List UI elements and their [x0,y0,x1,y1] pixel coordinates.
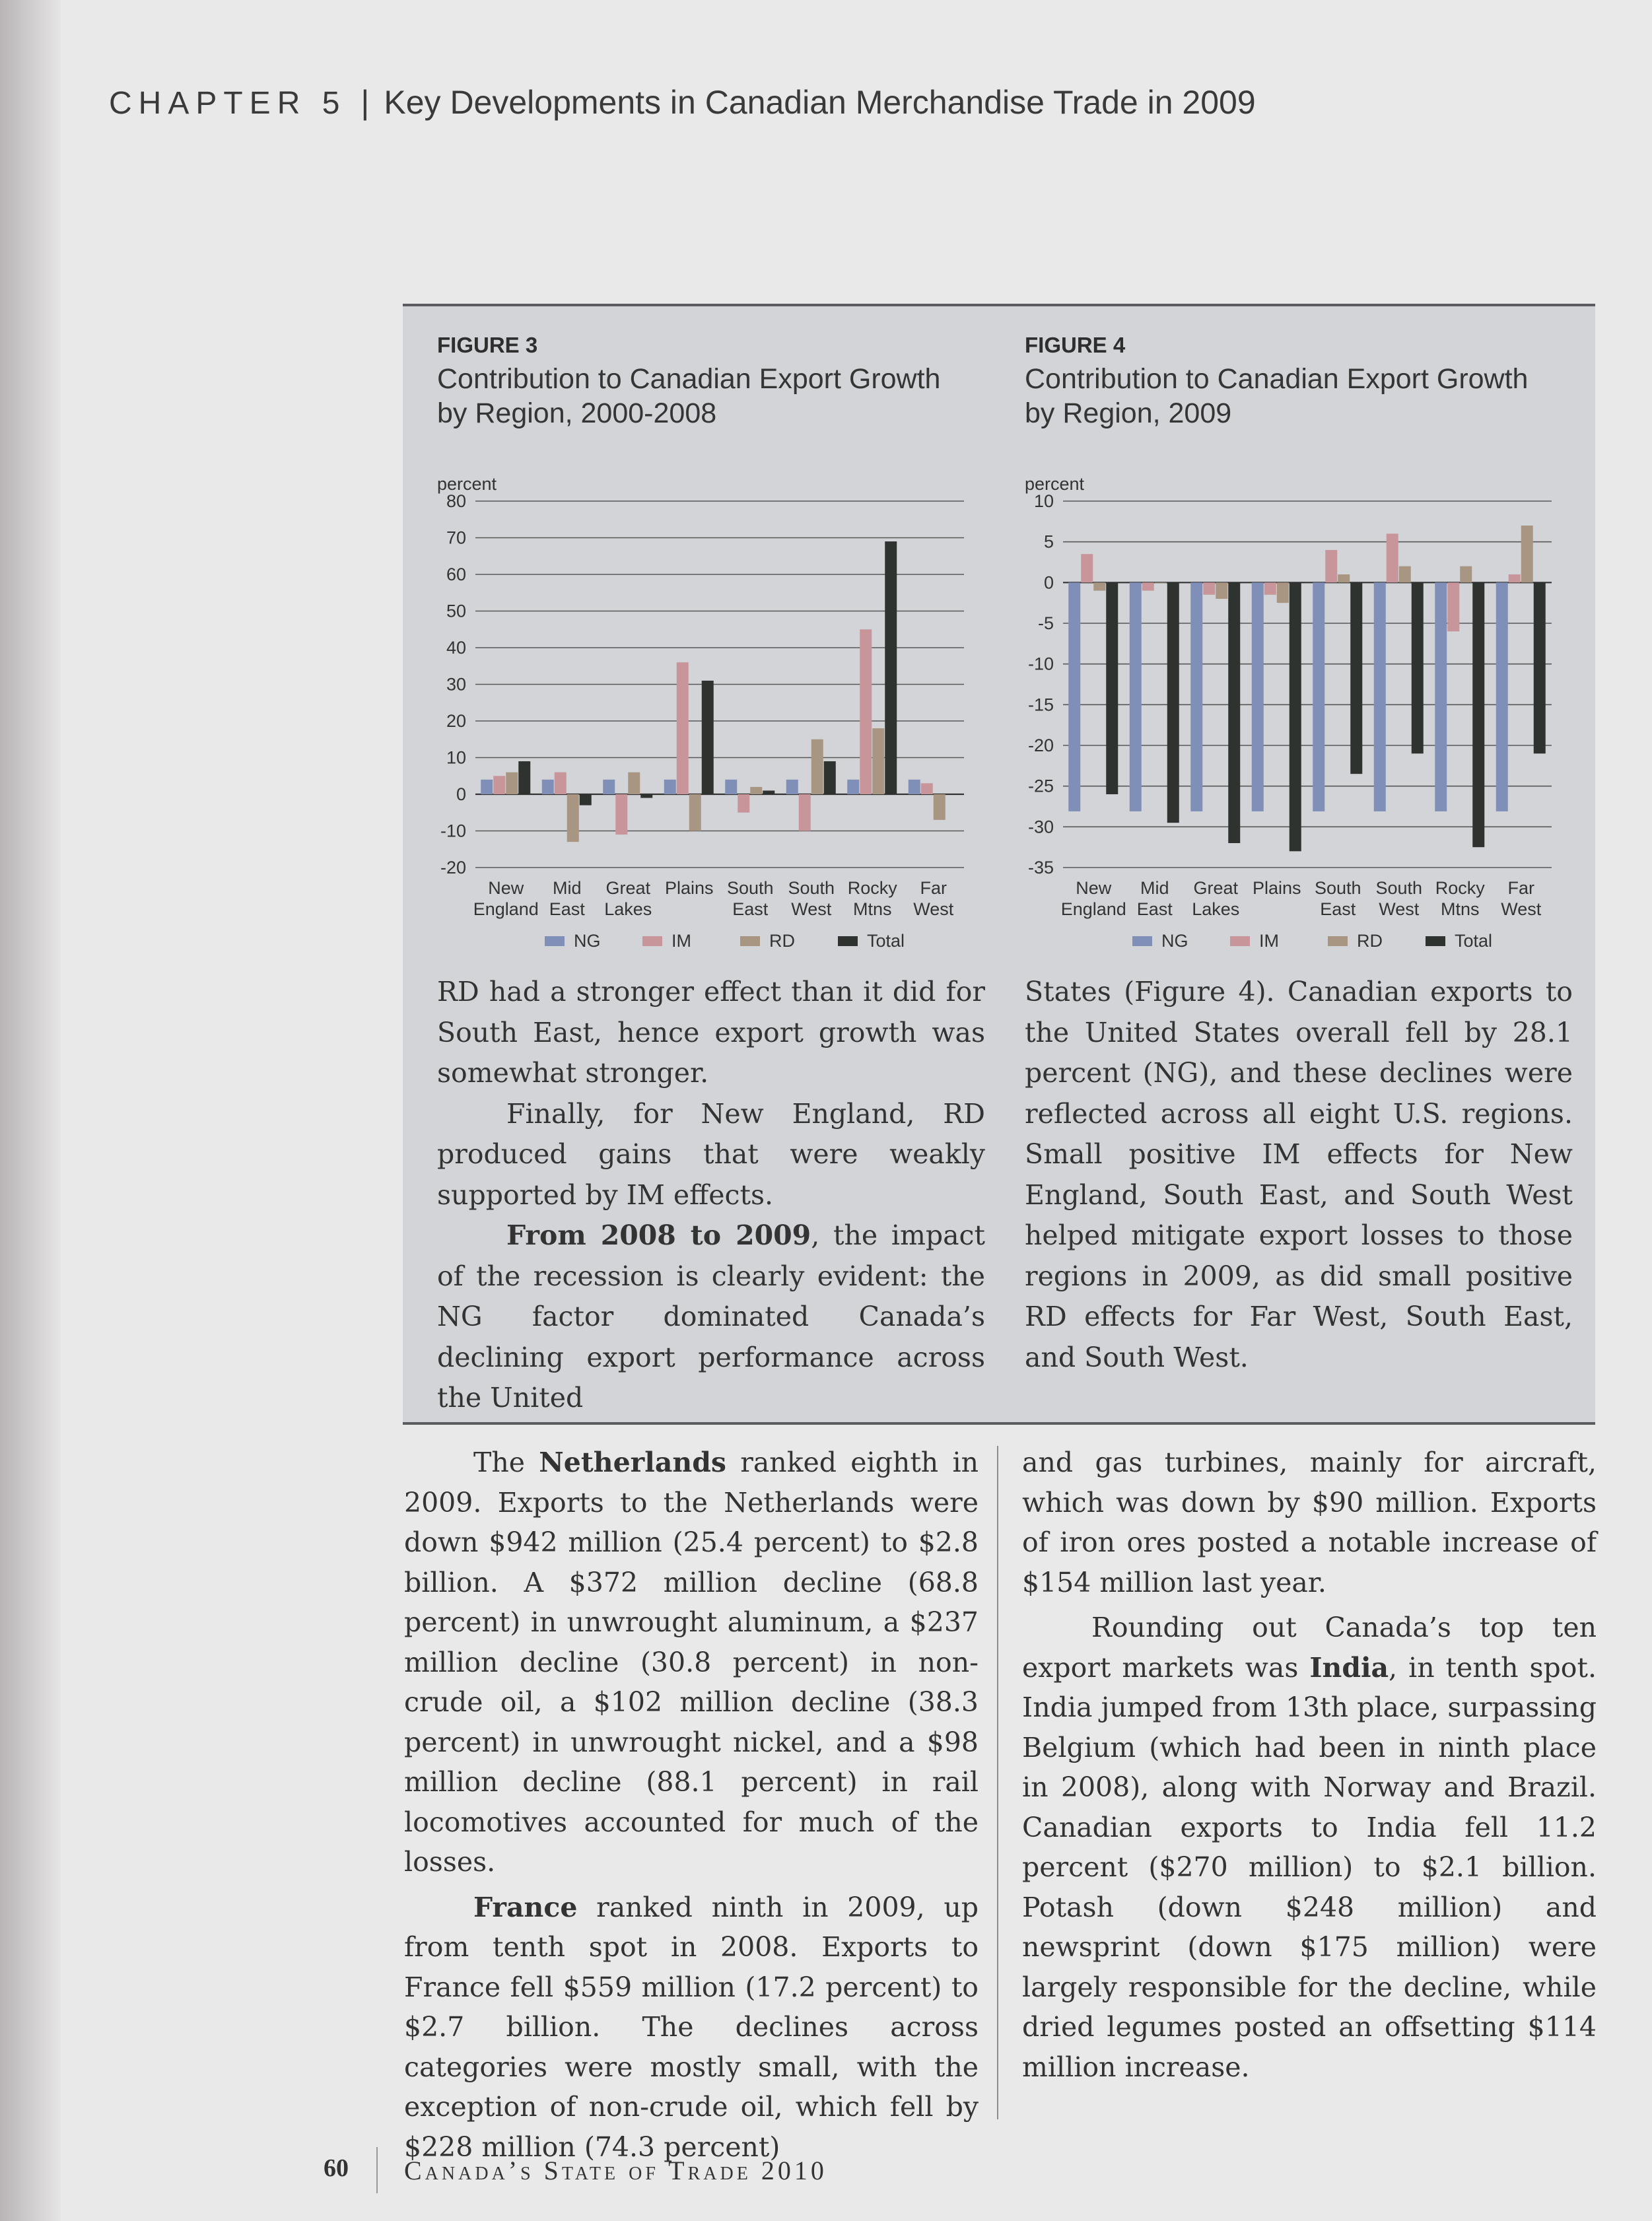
chapter-number: CHAPTER 5 [109,86,347,121]
y-tick-label: -5 [1037,613,1054,633]
bar-total [763,790,774,794]
bar-total [640,794,652,798]
figure-4 [1025,333,1566,430]
paragraph-text: and gas turbines, mainly for aircraft, which was down by $90 million. Exports of iron ores posted a notable increase of $154 million last year. [1022,1447,1597,1598]
bar-im [493,776,505,794]
y-tick-label: 80 [446,491,466,511]
bar-total [1106,582,1118,794]
footer-divider [376,2147,378,2193]
y-tick-label: -10 [440,821,466,841]
panel-paragraph: RD had a stronger effect than it did for South East, hence export growth was somewhat stronger. [437,976,985,1089]
x-category-label: South [726,878,774,898]
bar-rd [811,739,823,794]
paragraph-text: The [473,1447,539,1478]
bar-total [824,761,836,794]
x-category-label: Rocky [1435,878,1485,898]
bar-im [1447,582,1459,631]
legend-label: RD [769,931,795,951]
panel-text-left [437,972,985,1419]
x-category-label: East [549,899,585,919]
country-name: Netherlands [539,1447,726,1478]
figure-4-label: FIGURE 4 [1025,333,1126,357]
y-tick-label: 70 [446,528,466,548]
bar-total [1167,582,1179,823]
y-tick-label: -20 [1027,735,1054,755]
bar-ng [1313,582,1325,811]
y-tick-label: -35 [1027,858,1054,877]
legend-swatch-total [838,936,858,946]
bar-rd [689,794,701,831]
x-category-label: West [1501,899,1542,919]
x-category-label: East [1320,899,1356,919]
x-category-label: West [1379,899,1420,919]
figure-3-title [437,362,979,430]
figure-3 [437,333,979,430]
bar-ng [725,780,737,794]
bar-ng [1068,582,1080,811]
paragraph-text: ranked ninth in 2009, up from tenth spot in 2008. Exports to France fell $559 million (17.2 percent) to $2.7 billion. The declines across categories were mostly small, with the exception of non-crude oil, which fell by $228 million (74.3 percent) [404,1891,979,2163]
figure-4-title-line2: by Region, 2009 [1025,397,1232,429]
bar-ng [1435,582,1447,811]
legend-swatch-im [642,936,662,946]
bar-total [580,794,592,805]
bar-total [1228,582,1240,843]
body-paragraph [404,1443,979,1882]
bar-rd [750,787,762,794]
body-column-left [404,1443,979,2167]
y-tick-label: 30 [446,674,466,695]
country-name: India [1309,1651,1389,1684]
bar-ng [1252,582,1264,811]
y-axis-label: percent [1025,474,1085,494]
body-paragraph [404,1888,979,2168]
paragraph-text: , the impact of the recession is clearly evident: the NG factor dominated Canada’s declining export performance across the United [437,1219,985,1414]
x-category-label: Lakes [604,899,652,919]
bar-rd [1216,582,1227,599]
paragraph-text: Rounding out Canada’s top ten export markets was [1022,1612,1597,1684]
x-category-label: Plains [1252,878,1301,898]
bar-rd [1277,582,1289,603]
legend-swatch-rd [740,936,760,946]
x-category-label: Rocky [847,878,897,898]
x-category-label: Far [1507,878,1534,898]
x-category-label: South [1375,878,1423,898]
y-tick-label: 10 [446,747,466,768]
bar-im [677,662,689,794]
x-category-label: Mid [552,878,582,898]
legend-swatch-ng [545,936,565,946]
legend-swatch-total [1426,936,1445,946]
bar-total [1534,582,1546,753]
y-tick-label: 50 [446,601,466,621]
bar-ng [1374,582,1386,811]
bar-im [1509,574,1521,582]
bar-ng [1496,582,1508,811]
paragraph-text: ranked eighth in 2009. Exports to the Netherlands were down $942 million (25.4 percent) to $2.8 billion. A $372 million decline (68.8 percent) in unwrought aluminum, a $237 million decline (30.8 percent) in non-crude oil, a $102 million decline (38.3 percent) in unwrought nickel, and a $98 million decline (88.1 percent) in rail locomotives accounted for much of the losses. [404,1447,979,1878]
bar-im [555,772,567,794]
bar-im [1387,533,1398,582]
legend-swatch-rd [1328,936,1348,946]
bold-phrase: From 2008 to 2009 [506,1219,811,1251]
x-category-label: Mtns [1440,899,1480,919]
publication-title: Canada’s State of Trade 2010 [404,2156,827,2185]
x-category-label: Mtns [852,899,892,919]
paragraph-text: , in tenth spot. India jumped from 13th place, surpassing Belgium (which had been in ninth place in 2008), along with Norway and Brazil. Canadian exports to India fell 11.2 percent ($270 million) to $2.1 billion. Potash (down $248 million) and newsprint (down $175 million) were largely responsible for the decline, while dried legumes posted an offsetting $114 million increase. [1022,1651,1597,2083]
y-tick-label: 5 [1043,531,1054,552]
y-tick-label: -15 [1027,695,1054,715]
y-tick-label: 60 [446,564,466,584]
bar-im [860,629,872,794]
panel-paragraph: Finally, for New England, RD produced gains that were weakly supported by IM effects. [437,1097,985,1211]
bar-rd [506,772,518,794]
body-paragraph [1022,1443,1597,1602]
x-category-label: Lakes [1192,899,1240,919]
x-category-label: England [473,899,539,919]
x-category-label: Great [1193,878,1239,898]
y-tick-label: -25 [1027,776,1054,796]
chapter-title: Key Developments in Canadian Merchandise Trade in 2009 [384,84,1256,121]
bar-rd [1399,566,1411,583]
y-axis-label: percent [437,474,497,494]
bar-total [702,681,714,794]
legend-label: RD [1357,931,1383,951]
bar-im [1081,554,1093,582]
bar-rd [567,794,579,842]
x-category-label: West [913,899,954,919]
bar-rd [1460,566,1472,583]
legend-label: Total [867,931,905,951]
legend-swatch-im [1230,936,1250,946]
bar-im [799,794,811,831]
bar-rd [1155,582,1167,583]
figure-4-title-line1: Contribution to Canadian Export Growth [1025,363,1529,395]
bar-total [518,761,530,794]
figure-panel [403,304,1595,1425]
figure-3-chart [429,438,984,960]
y-tick-label: -10 [1027,654,1054,674]
bar-total [1290,582,1301,851]
panel-text-right [1025,972,1573,1378]
y-tick-label: 20 [446,711,466,731]
country-name: France [473,1891,578,1923]
x-category-label: England [1060,899,1126,919]
bar-im [1264,582,1276,595]
bar-im [738,794,749,813]
x-category-label: Great [605,878,651,898]
x-category-label: South [1314,878,1361,898]
x-category-label: New [488,878,524,898]
chapter-header [109,83,1562,136]
column-divider [997,1446,998,2119]
legend-label: IM [1259,931,1279,951]
page-spine-shadow [0,0,61,2221]
x-category-label: Mid [1140,878,1169,898]
bar-ng [786,780,798,794]
bar-ng [542,780,554,794]
y-tick-label: 10 [1033,491,1054,511]
x-category-label: New [1076,878,1112,898]
legend-label: IM [671,931,691,951]
bar-ng [909,780,920,794]
bar-total [1472,582,1484,847]
body-paragraph [1022,1608,1597,2087]
figure-3-title-line2: by Region, 2000-2008 [437,397,717,429]
bar-rd [1093,582,1105,590]
bar-rd [1521,526,1533,582]
body-column-right [1022,1443,1597,2087]
bar-total [1350,582,1362,774]
bar-im [1142,582,1154,590]
x-category-label: Far [920,878,947,898]
y-tick-label: 0 [456,784,466,804]
x-category-label: East [1136,899,1173,919]
bar-ng [847,780,859,794]
bar-ng [603,780,615,794]
header-separator: | [361,84,370,121]
legend-swatch-ng [1132,936,1152,946]
bar-im [921,783,933,794]
bar-total [1412,582,1424,753]
x-category-label: East [732,899,769,919]
figure-4-title [1025,362,1566,430]
figure-3-label: FIGURE 3 [437,333,538,357]
y-tick-label: 0 [1043,572,1054,593]
legend-label: Total [1455,931,1493,951]
bar-im [615,794,627,835]
y-tick-label: 40 [446,638,466,658]
bar-rd [872,728,884,794]
page-number: 60 [324,2154,349,2182]
bar-im [1203,582,1215,595]
bar-rd [628,772,640,794]
bar-total [946,794,958,795]
bar-rd [934,794,946,820]
bar-ng [481,780,493,794]
figure-4-chart [1017,438,1571,960]
x-category-label: West [791,899,832,919]
bar-ng [1130,582,1142,811]
panel-paragraph [437,1215,985,1419]
bar-total [885,541,897,794]
y-tick-label: -20 [440,858,466,877]
legend-label: NG [1161,931,1188,951]
panel-paragraph: States (Figure 4). Canadian exports to the United States overall fell by 28.1 percent (NG), and these declines were reflected across all eight U.S. regions. Small positive IM effects for New England, South East, and South West helped mitigate export losses to those regions in 2009, as did small positive RD effects for Far West, South East, and South West. [1025,976,1573,1373]
x-category-label: Plains [664,878,714,898]
bar-ng [1190,582,1202,811]
y-tick-label: -30 [1027,817,1054,837]
figure-3-title-line1: Contribution to Canadian Export Growth [437,363,941,395]
bar-ng [664,780,676,794]
legend-label: NG [574,931,601,951]
x-category-label: South [788,878,835,898]
bar-rd [1338,574,1350,582]
bar-im [1325,550,1337,582]
